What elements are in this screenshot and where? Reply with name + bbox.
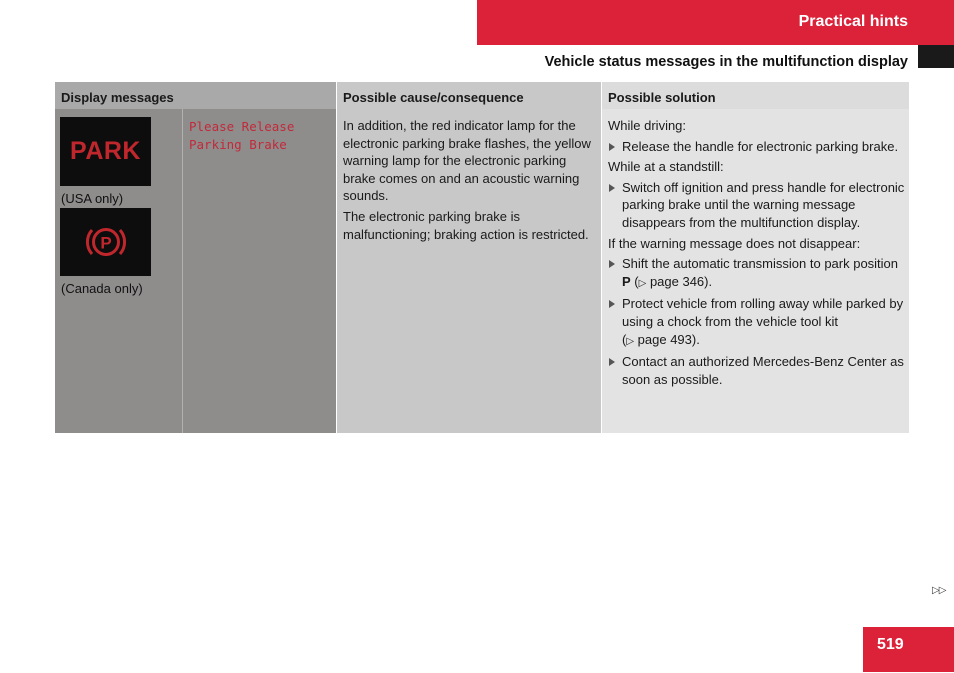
solution-step-switch-off-ignition: Switch off ignition and press handle for electronic parking brake until the warning message disappears from the multifunction display. [608,179,906,232]
bullet-arrow-icon [609,260,615,268]
cause-paragraph-1: In addition, the red indicator lamp for the electronic parking brake flashes, the yellow warning lamp for the electronic parking brake comes on and an acoustic warning sounds. [343,118,591,204]
park-warning-lamp-icon [60,117,151,186]
page-ref-arrow-icon: ▷ [626,335,635,347]
display-message-text [189,118,337,154]
page-reference-link[interactable]: page 346). [646,273,713,289]
park-position-letter: P [622,273,631,289]
solution-while-driving: While driving: [608,118,687,133]
display-message-line-1: Please Release [189,119,295,134]
usa-only-caption: (USA only) [61,191,124,206]
parking-brake-warning-lamp-icon [60,208,151,276]
possible-solution-cell [601,109,909,433]
display-icons-cell [55,109,182,433]
solution-step-shift-to-park: Shift the automatic transmission to park position P (▷ page 346). [608,255,906,292]
display-message-cell [182,109,336,433]
continued-arrows-icon: ▷▷ [932,585,946,596]
solution-if-not-disappear: If the warning message does not disappear: [608,235,861,251]
solution-step-release-handle: Release the handle for electronic parking brake. [608,138,906,156]
subsection-title: Vehicle status messages in the multifunction display [544,54,908,70]
bullet-arrow-icon [609,300,615,308]
column-header-display-messages: Display messages [55,82,336,109]
canada-only-caption: (Canada only) [61,281,143,296]
page-number: 519 [877,636,904,653]
parking-brake-letter: P [99,233,112,253]
park-lamp-label: PARK [70,137,141,165]
page-reference-link[interactable]: page 493). [634,331,700,347]
bullet-arrow-icon [609,143,615,151]
cause-paragraph-2: The electronic parking brake is malfunctioning; braking action is restricted. [343,208,589,242]
column-header-possible-cause: Possible cause/consequence [336,82,601,109]
bullet-arrow-icon [609,184,615,192]
bullet-arrow-icon [609,358,615,366]
solution-step-contact-center: Contact an authorized Mercedes-Benz Center as soon as possible. [608,353,906,388]
page-number-box [863,627,954,672]
status-message-table [55,82,909,433]
column-header-possible-solution: Possible solution [601,82,909,109]
display-message-line-2: Parking Brake [189,137,287,152]
parking-brake-symbol [83,222,129,262]
solution-step-chock-vehicle: Protect vehicle from rolling away while parked by using a chock from the vehicle tool kit (▷ page 493). [608,295,906,350]
thumb-index-tab [918,45,954,68]
possible-cause-cell [336,109,601,433]
solution-while-standstill: While at a standstill: [608,159,724,175]
page-ref-arrow-icon: ▷ [638,277,647,289]
section-title: Practical hints [798,13,908,30]
